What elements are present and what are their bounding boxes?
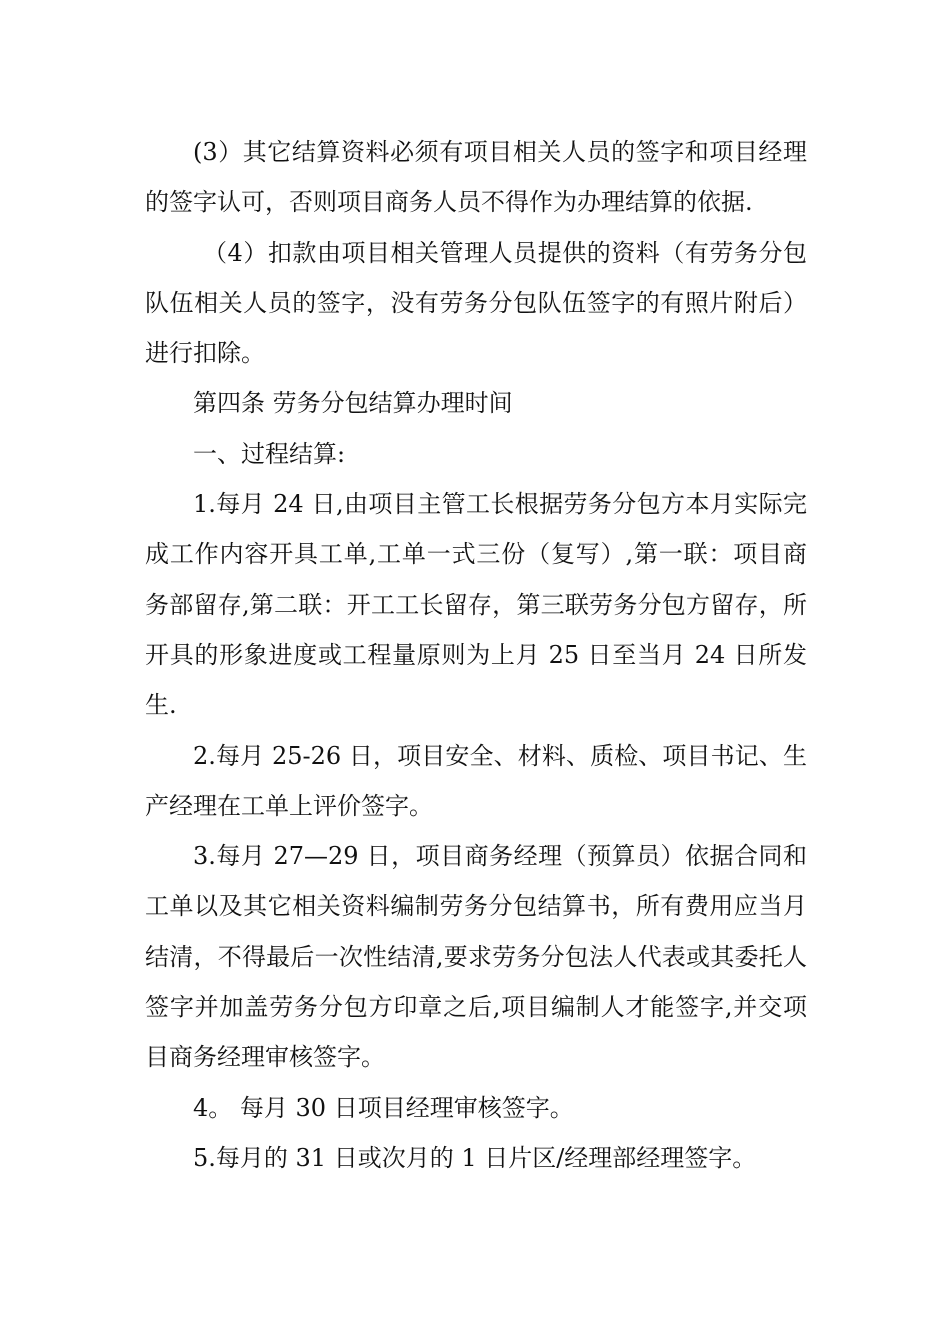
paragraph-clause-4: （4）扣款由项目相关管理人员提供的资料（有劳务分包队伍相关人员的签字，没有劳务分包队伍签字的有照片附后）进行扣除。 xyxy=(145,238,807,368)
subheading-process-settlement: 一、过程结算: xyxy=(193,439,346,468)
paragraph-item-2: 2.每月 25-26 日，项目安全、材料、质检、项目书记、生产经理在工单上评价签字。 xyxy=(145,741,807,820)
paragraph-item-4: 4。 每月 30 日项目经理审核签字。 xyxy=(193,1093,574,1122)
paragraph-item-5: 5.每月的 31 日或次月的 1 日片区/经理部经理签字。 xyxy=(193,1143,757,1172)
section-heading-article-4: 第四条 劳务分包结算办理时间 xyxy=(193,389,513,418)
paragraph-item-1: 1.每月 24 日,由项目主管工长根据劳务分包方本月实际完成工作内容开具工单,工单一式三份（复写）,第一联：项目商务部留存,第二联：开工工长留存，第三联劳务分包方留存，所开具的形象进度或工程量原则为上月 25 日至当月 24 日所发生. xyxy=(145,490,807,720)
paragraph-clause-3: (3）其它结算资料必须有项目相关人员的签字和项目经理的签字认可，否则项目商务人员不得作为办理结算的依据. xyxy=(145,138,807,217)
paragraph-item-3: 3.每月 27—29 日，项目商务经理（预算员）依据合同和工单以及其它相关资料编制劳务分包结算书，所有费用应当月结清，不得最后一次性结清,要求劳务分包法人代表或其委托人签字并加盖劳务分包方印章之后,项目编制人才能签字,并交项目商务经理审核签字。 xyxy=(145,842,807,1072)
document-page xyxy=(145,127,807,1183)
